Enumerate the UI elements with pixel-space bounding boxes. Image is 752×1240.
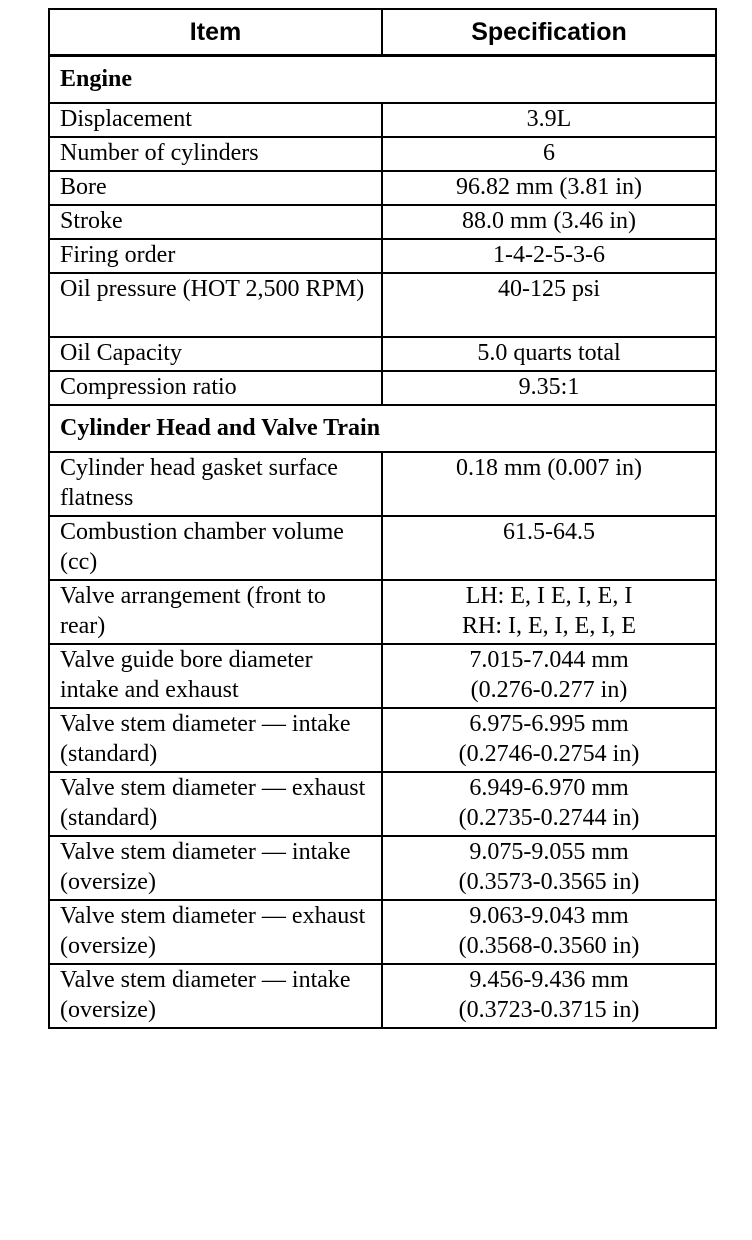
specification-line: 40-125 psi xyxy=(498,276,600,302)
specification-line: 9.063-9.043 mm xyxy=(469,903,629,929)
table-row xyxy=(49,371,716,405)
section-title: Engine xyxy=(49,56,716,104)
specification-line: RH: I, E, I, E, I, E xyxy=(462,613,636,639)
item-cell: Valve arrangement (front to rear) xyxy=(49,580,382,644)
specification-cell xyxy=(382,239,716,273)
table-row xyxy=(49,900,716,964)
specification-line: 7.015-7.044 mm xyxy=(469,647,629,673)
specification-cell xyxy=(382,103,716,137)
item-cell: Valve guide bore diameter intake and exhaust xyxy=(49,644,382,708)
specification-line: (0.2735-0.2744 in) xyxy=(458,805,640,831)
item-cell: Oil pressure (HOT 2,500 RPM) xyxy=(49,273,382,337)
table-row xyxy=(49,516,716,580)
item-cell: Bore xyxy=(49,171,382,205)
table-body xyxy=(49,56,716,1029)
specification-line: 6.949-6.970 mm xyxy=(469,775,629,801)
table-header xyxy=(49,9,716,56)
specification-cell xyxy=(382,964,716,1028)
item-cell: Firing order xyxy=(49,239,382,273)
table-row xyxy=(49,452,716,516)
specification-cell xyxy=(382,371,716,405)
specification-line: 6 xyxy=(543,140,555,166)
specification-line: (0.3723-0.3715 in) xyxy=(458,997,640,1023)
table-row xyxy=(49,772,716,836)
table-row xyxy=(49,580,716,644)
specification-cell xyxy=(382,205,716,239)
specification-line: 1-4-2-5-3-6 xyxy=(493,242,605,268)
section-title: Cylinder Head and Valve Train xyxy=(49,405,716,452)
specification-cell xyxy=(382,171,716,205)
specification-line: 0.18 mm (0.007 in) xyxy=(456,455,642,481)
item-cell: Displacement xyxy=(49,103,382,137)
section-row xyxy=(49,56,716,104)
table-row xyxy=(49,836,716,900)
specification-cell xyxy=(382,900,716,964)
specification-cell xyxy=(382,273,716,337)
section-row xyxy=(49,405,716,452)
table-row xyxy=(49,273,716,337)
specification-line: 6.975-6.995 mm xyxy=(469,711,629,737)
specification-line: (0.276-0.277 in) xyxy=(470,677,628,703)
specification-line: 9.456-9.436 mm xyxy=(469,967,629,993)
table-row xyxy=(49,337,716,371)
specification-cell xyxy=(382,452,716,516)
item-cell: Valve stem diameter — exhaust (standard) xyxy=(49,772,382,836)
specification-line: 9.075-9.055 mm xyxy=(469,839,629,865)
item-column-header: Item xyxy=(49,9,382,56)
specification-cell xyxy=(382,516,716,580)
table-row xyxy=(49,644,716,708)
table-row xyxy=(49,103,716,137)
specification-line: (0.3573-0.3565 in) xyxy=(458,869,640,895)
table-row xyxy=(49,708,716,772)
header-row xyxy=(49,9,716,56)
table-row xyxy=(49,205,716,239)
specifications-table xyxy=(48,8,717,1029)
item-cell: Cylinder head gasket surface flatness xyxy=(49,452,382,516)
item-cell: Oil Capacity xyxy=(49,337,382,371)
item-cell: Valve stem diameter — exhaust (oversize) xyxy=(49,900,382,964)
item-cell: Stroke xyxy=(49,205,382,239)
specification-column-header: Specification xyxy=(382,9,716,56)
specification-line: 9.35:1 xyxy=(518,374,580,400)
specification-line: (0.3568-0.3560 in) xyxy=(458,933,640,959)
specification-line: (0.2746-0.2754 in) xyxy=(458,741,640,767)
item-cell: Combustion chamber volume (cc) xyxy=(49,516,382,580)
item-cell: Number of cylinders xyxy=(49,137,382,171)
table-row xyxy=(49,239,716,273)
item-cell: Valve stem diameter — intake (standard) xyxy=(49,708,382,772)
item-cell: Valve stem diameter — intake (oversize) xyxy=(49,964,382,1028)
specification-line: LH: E, I E, I, E, I xyxy=(465,583,633,609)
specification-cell xyxy=(382,137,716,171)
specification-line: 61.5-64.5 xyxy=(503,519,595,545)
specification-cell xyxy=(382,836,716,900)
specification-cell xyxy=(382,580,716,644)
specification-line: 5.0 quarts total xyxy=(477,340,621,366)
specification-cell xyxy=(382,772,716,836)
item-cell: Valve stem diameter — intake (oversize) xyxy=(49,836,382,900)
specification-line: 3.9L xyxy=(526,106,572,132)
specification-line: 88.0 mm (3.46 in) xyxy=(462,208,636,234)
table-row xyxy=(49,964,716,1028)
table-row xyxy=(49,171,716,205)
table-row xyxy=(49,137,716,171)
specification-cell xyxy=(382,337,716,371)
specification-cell xyxy=(382,708,716,772)
specification-line: 96.82 mm (3.81 in) xyxy=(456,174,642,200)
item-cell: Compression ratio xyxy=(49,371,382,405)
specification-cell xyxy=(382,644,716,708)
